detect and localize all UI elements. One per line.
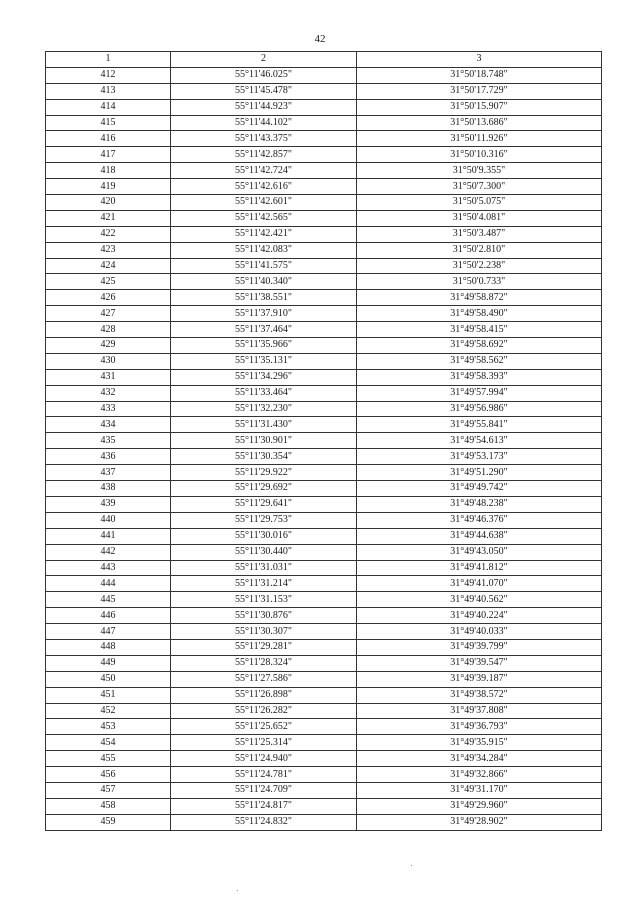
table-row [46, 147, 602, 163]
latitude-cell: 55°11'42.857" [171, 147, 357, 163]
longitude-cell: 31°50'11.926" [357, 131, 602, 147]
latitude-cell: 55°11'42.601" [171, 195, 357, 211]
table-row [46, 560, 602, 576]
latitude-cell: 55°11'42.421" [171, 226, 357, 242]
latitude-cell: 55°11'31.153" [171, 592, 357, 608]
point-number-cell: 412 [46, 67, 171, 83]
point-number-cell: 454 [46, 735, 171, 751]
latitude-cell: 55°11'24.832" [171, 814, 357, 830]
point-number-cell: 426 [46, 290, 171, 306]
longitude-cell: 31°49'28.902" [357, 814, 602, 830]
longitude-cell: 31°49'58.393" [357, 369, 602, 385]
point-number-cell: 429 [46, 338, 171, 354]
table-row [46, 226, 602, 242]
latitude-cell: 55°11'24.940" [171, 751, 357, 767]
longitude-cell: 31°49'58.562" [357, 353, 602, 369]
point-number-cell: 431 [46, 369, 171, 385]
table-header-row [46, 52, 602, 68]
latitude-cell: 55°11'34.296" [171, 369, 357, 385]
table-row [46, 735, 602, 751]
table-row [46, 655, 602, 671]
coordinates-table [45, 51, 602, 831]
point-number-cell: 415 [46, 115, 171, 131]
table-row [46, 385, 602, 401]
longitude-cell: 31°49'40.562" [357, 592, 602, 608]
point-number-cell: 437 [46, 465, 171, 481]
latitude-cell: 55°11'37.910" [171, 306, 357, 322]
latitude-cell: 55°11'30.354" [171, 449, 357, 465]
point-number-cell: 420 [46, 195, 171, 211]
longitude-cell: 31°49'40.033" [357, 624, 602, 640]
point-number-cell: 439 [46, 496, 171, 512]
longitude-cell: 31°50'13.686" [357, 115, 602, 131]
latitude-cell: 55°11'24.781" [171, 767, 357, 783]
table-row [46, 639, 602, 655]
point-number-cell: 433 [46, 401, 171, 417]
latitude-cell: 55°11'42.083" [171, 242, 357, 258]
point-number-cell: 430 [46, 353, 171, 369]
longitude-cell: 31°49'39.187" [357, 671, 602, 687]
latitude-cell: 55°11'29.692" [171, 481, 357, 497]
point-number-cell: 453 [46, 719, 171, 735]
point-number-cell: 434 [46, 417, 171, 433]
longitude-cell: 31°49'58.415" [357, 322, 602, 338]
longitude-cell: 31°49'31.170" [357, 782, 602, 798]
point-number-cell: 447 [46, 624, 171, 640]
table-row [46, 353, 602, 369]
point-number-cell: 421 [46, 210, 171, 226]
point-number-cell: 442 [46, 544, 171, 560]
longitude-cell: 31°50'7.300" [357, 179, 602, 195]
latitude-cell: 55°11'26.282" [171, 703, 357, 719]
latitude-cell: 55°11'26.898" [171, 687, 357, 703]
longitude-cell: 31°49'34.284" [357, 751, 602, 767]
point-number-cell: 435 [46, 433, 171, 449]
point-number-cell: 419 [46, 179, 171, 195]
longitude-cell: 31°49'41.812" [357, 560, 602, 576]
longitude-cell: 31°49'35.915" [357, 735, 602, 751]
column-header-longitude: 3 [357, 52, 602, 68]
point-number-cell: 427 [46, 306, 171, 322]
longitude-cell: 31°50'3.487" [357, 226, 602, 242]
longitude-cell: 31°49'37.808" [357, 703, 602, 719]
point-number-cell: 456 [46, 767, 171, 783]
point-number-cell: 450 [46, 671, 171, 687]
table-row [46, 258, 602, 274]
longitude-cell: 31°50'9.355" [357, 163, 602, 179]
latitude-cell: 55°11'29.922" [171, 465, 357, 481]
longitude-cell: 31°49'49.742" [357, 481, 602, 497]
point-number-cell: 446 [46, 608, 171, 624]
table-row [46, 782, 602, 798]
table-row [46, 131, 602, 147]
point-number-cell: 458 [46, 798, 171, 814]
table-row [46, 306, 602, 322]
table-row [46, 195, 602, 211]
point-number-cell: 425 [46, 274, 171, 290]
point-number-cell: 452 [46, 703, 171, 719]
table-row [46, 433, 602, 449]
longitude-cell: 31°49'48.238" [357, 496, 602, 512]
point-number-cell: 424 [46, 258, 171, 274]
table-row [46, 512, 602, 528]
latitude-cell: 55°11'30.876" [171, 608, 357, 624]
longitude-cell: 31°50'15.907" [357, 99, 602, 115]
latitude-cell: 55°11'42.616" [171, 179, 357, 195]
table-row [46, 719, 602, 735]
longitude-cell: 31°49'38.572" [357, 687, 602, 703]
point-number-cell: 418 [46, 163, 171, 179]
longitude-cell: 31°49'39.799" [357, 639, 602, 655]
point-number-cell: 423 [46, 242, 171, 258]
longitude-cell: 31°49'55.841" [357, 417, 602, 433]
table-row [46, 671, 602, 687]
latitude-cell: 55°11'38.551" [171, 290, 357, 306]
longitude-cell: 31°49'36.793" [357, 719, 602, 735]
table-row [46, 798, 602, 814]
point-number-cell: 417 [46, 147, 171, 163]
latitude-cell: 55°11'24.709" [171, 782, 357, 798]
longitude-cell: 31°49'51.290" [357, 465, 602, 481]
point-number-cell: 451 [46, 687, 171, 703]
table-row [46, 417, 602, 433]
longitude-cell: 31°49'29.960" [357, 798, 602, 814]
longitude-cell: 31°49'40.224" [357, 608, 602, 624]
latitude-cell: 55°11'42.724" [171, 163, 357, 179]
longitude-cell: 31°49'54.613" [357, 433, 602, 449]
point-number-cell: 413 [46, 83, 171, 99]
longitude-cell: 31°49'39.547" [357, 655, 602, 671]
point-number-cell: 440 [46, 512, 171, 528]
table-row [46, 338, 602, 354]
longitude-cell: 31°49'43.050" [357, 544, 602, 560]
table-row [46, 576, 602, 592]
table-row [46, 465, 602, 481]
longitude-cell: 31°49'57.994" [357, 385, 602, 401]
point-number-cell: 414 [46, 99, 171, 115]
latitude-cell: 55°11'41.575" [171, 258, 357, 274]
scan-speck [237, 890, 238, 891]
point-number-cell: 428 [46, 322, 171, 338]
table-row [46, 274, 602, 290]
latitude-cell: 55°11'43.375" [171, 131, 357, 147]
scan-speck [411, 865, 412, 866]
latitude-cell: 55°11'29.641" [171, 496, 357, 512]
point-number-cell: 445 [46, 592, 171, 608]
table-row [46, 67, 602, 83]
point-number-cell: 416 [46, 131, 171, 147]
longitude-cell: 31°49'56.986" [357, 401, 602, 417]
longitude-cell: 31°50'2.238" [357, 258, 602, 274]
point-number-cell: 448 [46, 639, 171, 655]
longitude-cell: 31°49'44.638" [357, 528, 602, 544]
point-number-cell: 438 [46, 481, 171, 497]
table-row [46, 401, 602, 417]
table-body [46, 67, 602, 830]
table-row [46, 210, 602, 226]
latitude-cell: 55°11'25.314" [171, 735, 357, 751]
latitude-cell: 55°11'30.901" [171, 433, 357, 449]
table-row [46, 767, 602, 783]
column-header-point-number: 1 [46, 52, 171, 68]
table-row [46, 369, 602, 385]
table-row [46, 592, 602, 608]
longitude-cell: 31°50'18.748" [357, 67, 602, 83]
point-number-cell: 441 [46, 528, 171, 544]
table-row [46, 544, 602, 560]
table-row [46, 242, 602, 258]
latitude-cell: 55°11'35.131" [171, 353, 357, 369]
longitude-cell: 31°49'58.490" [357, 306, 602, 322]
latitude-cell: 55°11'30.440" [171, 544, 357, 560]
table-row [46, 608, 602, 624]
table-row [46, 624, 602, 640]
table-row [46, 687, 602, 703]
table-row [46, 322, 602, 338]
latitude-cell: 55°11'35.966" [171, 338, 357, 354]
point-number-cell: 457 [46, 782, 171, 798]
page-number: 42 [314, 33, 326, 45]
latitude-cell: 55°11'27.586" [171, 671, 357, 687]
point-number-cell: 444 [46, 576, 171, 592]
longitude-cell: 31°50'4.081" [357, 210, 602, 226]
latitude-cell: 55°11'29.753" [171, 512, 357, 528]
point-number-cell: 432 [46, 385, 171, 401]
point-number-cell: 422 [46, 226, 171, 242]
point-number-cell: 449 [46, 655, 171, 671]
longitude-cell: 31°50'2.810" [357, 242, 602, 258]
table-row [46, 99, 602, 115]
table-row [46, 703, 602, 719]
latitude-cell: 55°11'37.464" [171, 322, 357, 338]
table-row [46, 528, 602, 544]
latitude-cell: 55°11'31.214" [171, 576, 357, 592]
latitude-cell: 55°11'44.923" [171, 99, 357, 115]
latitude-cell: 55°11'31.430" [171, 417, 357, 433]
latitude-cell: 55°11'30.016" [171, 528, 357, 544]
longitude-cell: 31°49'32.866" [357, 767, 602, 783]
table-row [46, 449, 602, 465]
point-number-cell: 436 [46, 449, 171, 465]
point-number-cell: 443 [46, 560, 171, 576]
table-row [46, 179, 602, 195]
point-number-cell: 455 [46, 751, 171, 767]
latitude-cell: 55°11'28.324" [171, 655, 357, 671]
table-row [46, 115, 602, 131]
latitude-cell: 55°11'25.652" [171, 719, 357, 735]
table-row [46, 83, 602, 99]
table-row [46, 163, 602, 179]
longitude-cell: 31°49'46.376" [357, 512, 602, 528]
longitude-cell: 31°50'0.733" [357, 274, 602, 290]
column-header-latitude: 2 [171, 52, 357, 68]
latitude-cell: 55°11'29.281" [171, 639, 357, 655]
latitude-cell: 55°11'44.102" [171, 115, 357, 131]
latitude-cell: 55°11'42.565" [171, 210, 357, 226]
table-row [46, 496, 602, 512]
latitude-cell: 55°11'46.025" [171, 67, 357, 83]
latitude-cell: 55°11'31.031" [171, 560, 357, 576]
table-row [46, 481, 602, 497]
latitude-cell: 55°11'40.340" [171, 274, 357, 290]
longitude-cell: 31°50'17.729" [357, 83, 602, 99]
table-row [46, 814, 602, 830]
longitude-cell: 31°50'10.316" [357, 147, 602, 163]
latitude-cell: 55°11'30.307" [171, 624, 357, 640]
table-row [46, 290, 602, 306]
longitude-cell: 31°49'58.692" [357, 338, 602, 354]
longitude-cell: 31°50'5.075" [357, 195, 602, 211]
latitude-cell: 55°11'45.478" [171, 83, 357, 99]
longitude-cell: 31°49'58.872" [357, 290, 602, 306]
latitude-cell: 55°11'33.464" [171, 385, 357, 401]
longitude-cell: 31°49'41.070" [357, 576, 602, 592]
table-row [46, 751, 602, 767]
latitude-cell: 55°11'32.230" [171, 401, 357, 417]
latitude-cell: 55°11'24.817" [171, 798, 357, 814]
point-number-cell: 459 [46, 814, 171, 830]
longitude-cell: 31°49'53.173" [357, 449, 602, 465]
